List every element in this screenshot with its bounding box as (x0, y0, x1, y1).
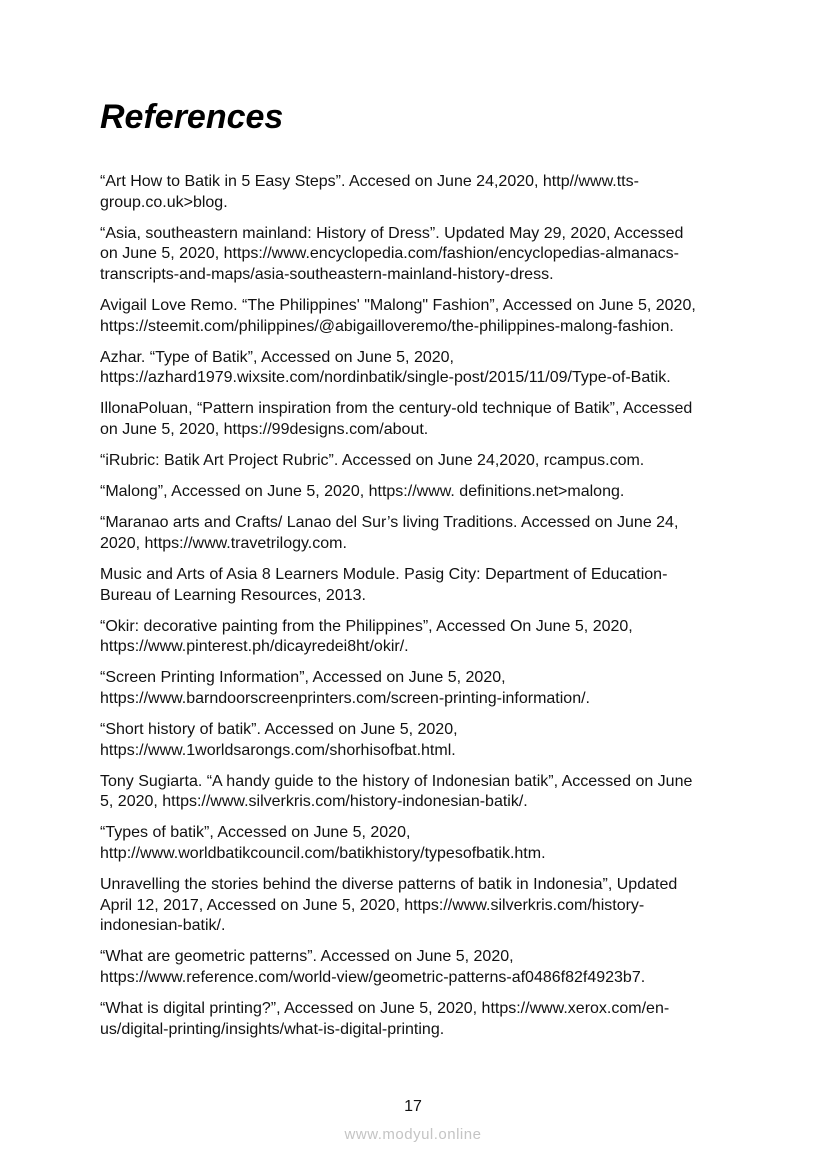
reference-line: https://www.reference.com/world-view/geometric-patterns-af0486f82f4923b7. (100, 968, 646, 986)
reference-line: “Screen Printing Information”, Accessed on June 5, 2020, (100, 669, 506, 687)
reference-line: on June 5, 2020, https://99designs.com/about. (100, 420, 429, 438)
reference-line: “What are geometric patterns”. Accessed on June 5, 2020, (100, 948, 514, 966)
reference-line: group.co.uk>blog. (100, 193, 228, 211)
reference-entry (100, 947, 740, 988)
reference-entry (100, 172, 740, 213)
reference-line: https://azhard1979.wixsite.com/nordinbatik/single-post/2015/11/09/Type-of-Batik. (100, 369, 671, 387)
reference-entry (100, 482, 740, 503)
reference-line: April 12, 2017, Accessed on June 5, 2020, https://www.silverkris.com/history- (100, 896, 645, 914)
reference-line: https://www.pinterest.ph/dicayredei8ht/okir/. (100, 638, 409, 656)
reference-entry (100, 823, 740, 864)
page-title: References (100, 98, 284, 136)
reference-line: https://www.barndoorscreenprinters.com/screen-printing-information/. (100, 689, 590, 707)
reference-line: https://www.1worldsarongs.com/shorhisofbat.html. (100, 741, 456, 759)
reference-entry (100, 999, 740, 1040)
reference-entry (100, 668, 740, 709)
reference-entry (100, 875, 740, 937)
reference-entry (100, 617, 740, 658)
reference-line: “Types of batik”, Accessed on June 5, 2020, (100, 824, 411, 842)
reference-line: Unravelling the stories behind the diverse patterns of batik in Indonesia”, Updated (100, 876, 678, 894)
reference-line: Azhar. “Type of Batik”, Accessed on June 5, 2020, (100, 348, 454, 366)
reference-line: 5, 2020, https://www.silverkris.com/history-indonesian-batik/. (100, 793, 528, 811)
watermark: www.modyul.online (344, 1126, 482, 1143)
reference-line: http://www.worldbatikcouncil.com/batikhistory/typesofbatik.htm. (100, 844, 546, 862)
reference-entry (100, 565, 740, 606)
reference-line: Avigail Love Remo. “The Philippines' "Malong" Fashion”, Accessed on June 5, 2020, (100, 296, 696, 314)
reference-line: “What is digital printing?”, Accessed on June 5, 2020, https://www.xerox.com/en- (100, 1000, 670, 1017)
reference-line: indonesian-batik/. (100, 917, 226, 935)
reference-line: Music and Arts of Asia 8 Learners Module. Pasig City: Department of Education- (100, 565, 668, 583)
reference-entry (100, 399, 740, 440)
reference-line: us/digital-printing/insights/what-is-digital-printing. (100, 1020, 445, 1038)
reference-entry (100, 296, 740, 337)
reference-line: https://steemit.com/philippines/@abigailloveremo/the-philippines-malong-fashion. (100, 317, 674, 335)
reference-line: 2020, https://www.travetrilogy.com. (100, 534, 347, 552)
reference-line: “Asia, southeastern mainland: History of Dress”. Updated May 29, 2020, Accessed (100, 224, 684, 242)
reference-line: “iRubric: Batik Art Project Rubric”. Accessed on June 24,2020, rcampus.com. (100, 452, 645, 470)
reference-entry (100, 772, 740, 813)
reference-line: transcripts-and-maps/asia-southeastern-mainland-history-dress. (100, 265, 554, 283)
reference-entry (100, 513, 740, 554)
reference-entry (100, 720, 740, 761)
reference-line: on June 5, 2020, https://www.encyclopedia.com/fashion/encyclopedias-almanacs- (100, 245, 679, 263)
reference-entry (100, 451, 740, 472)
reference-entry (100, 224, 740, 286)
references-list (100, 172, 740, 1051)
reference-entry (100, 348, 740, 389)
reference-line: “Short history of batik”. Accessed on June 5, 2020, (100, 720, 458, 738)
reference-line: IllonaPoluan, “Pattern inspiration from the century-old technique of Batik”, Accessed (100, 400, 693, 418)
reference-line: “Art How to Batik in 5 Easy Steps”. Accesed on June 24,2020, http//www.tts- (100, 173, 639, 190)
reference-line: Bureau of Learning Resources, 2013. (100, 586, 366, 604)
reference-line: Tony Sugiarta. “A handy guide to the history of Indonesian batik”, Accessed on June (100, 772, 693, 790)
reference-line: “Okir: decorative painting from the Philippines”, Accessed On June 5, 2020, (100, 617, 633, 635)
reference-line: “Maranao arts and Crafts/ Lanao del Sur’s living Traditions. Accessed on June 24, (100, 514, 679, 532)
reference-line: “Malong”, Accessed on June 5, 2020, https://www. definitions.net>malong. (100, 483, 625, 501)
page-number: 17 (404, 1098, 422, 1115)
